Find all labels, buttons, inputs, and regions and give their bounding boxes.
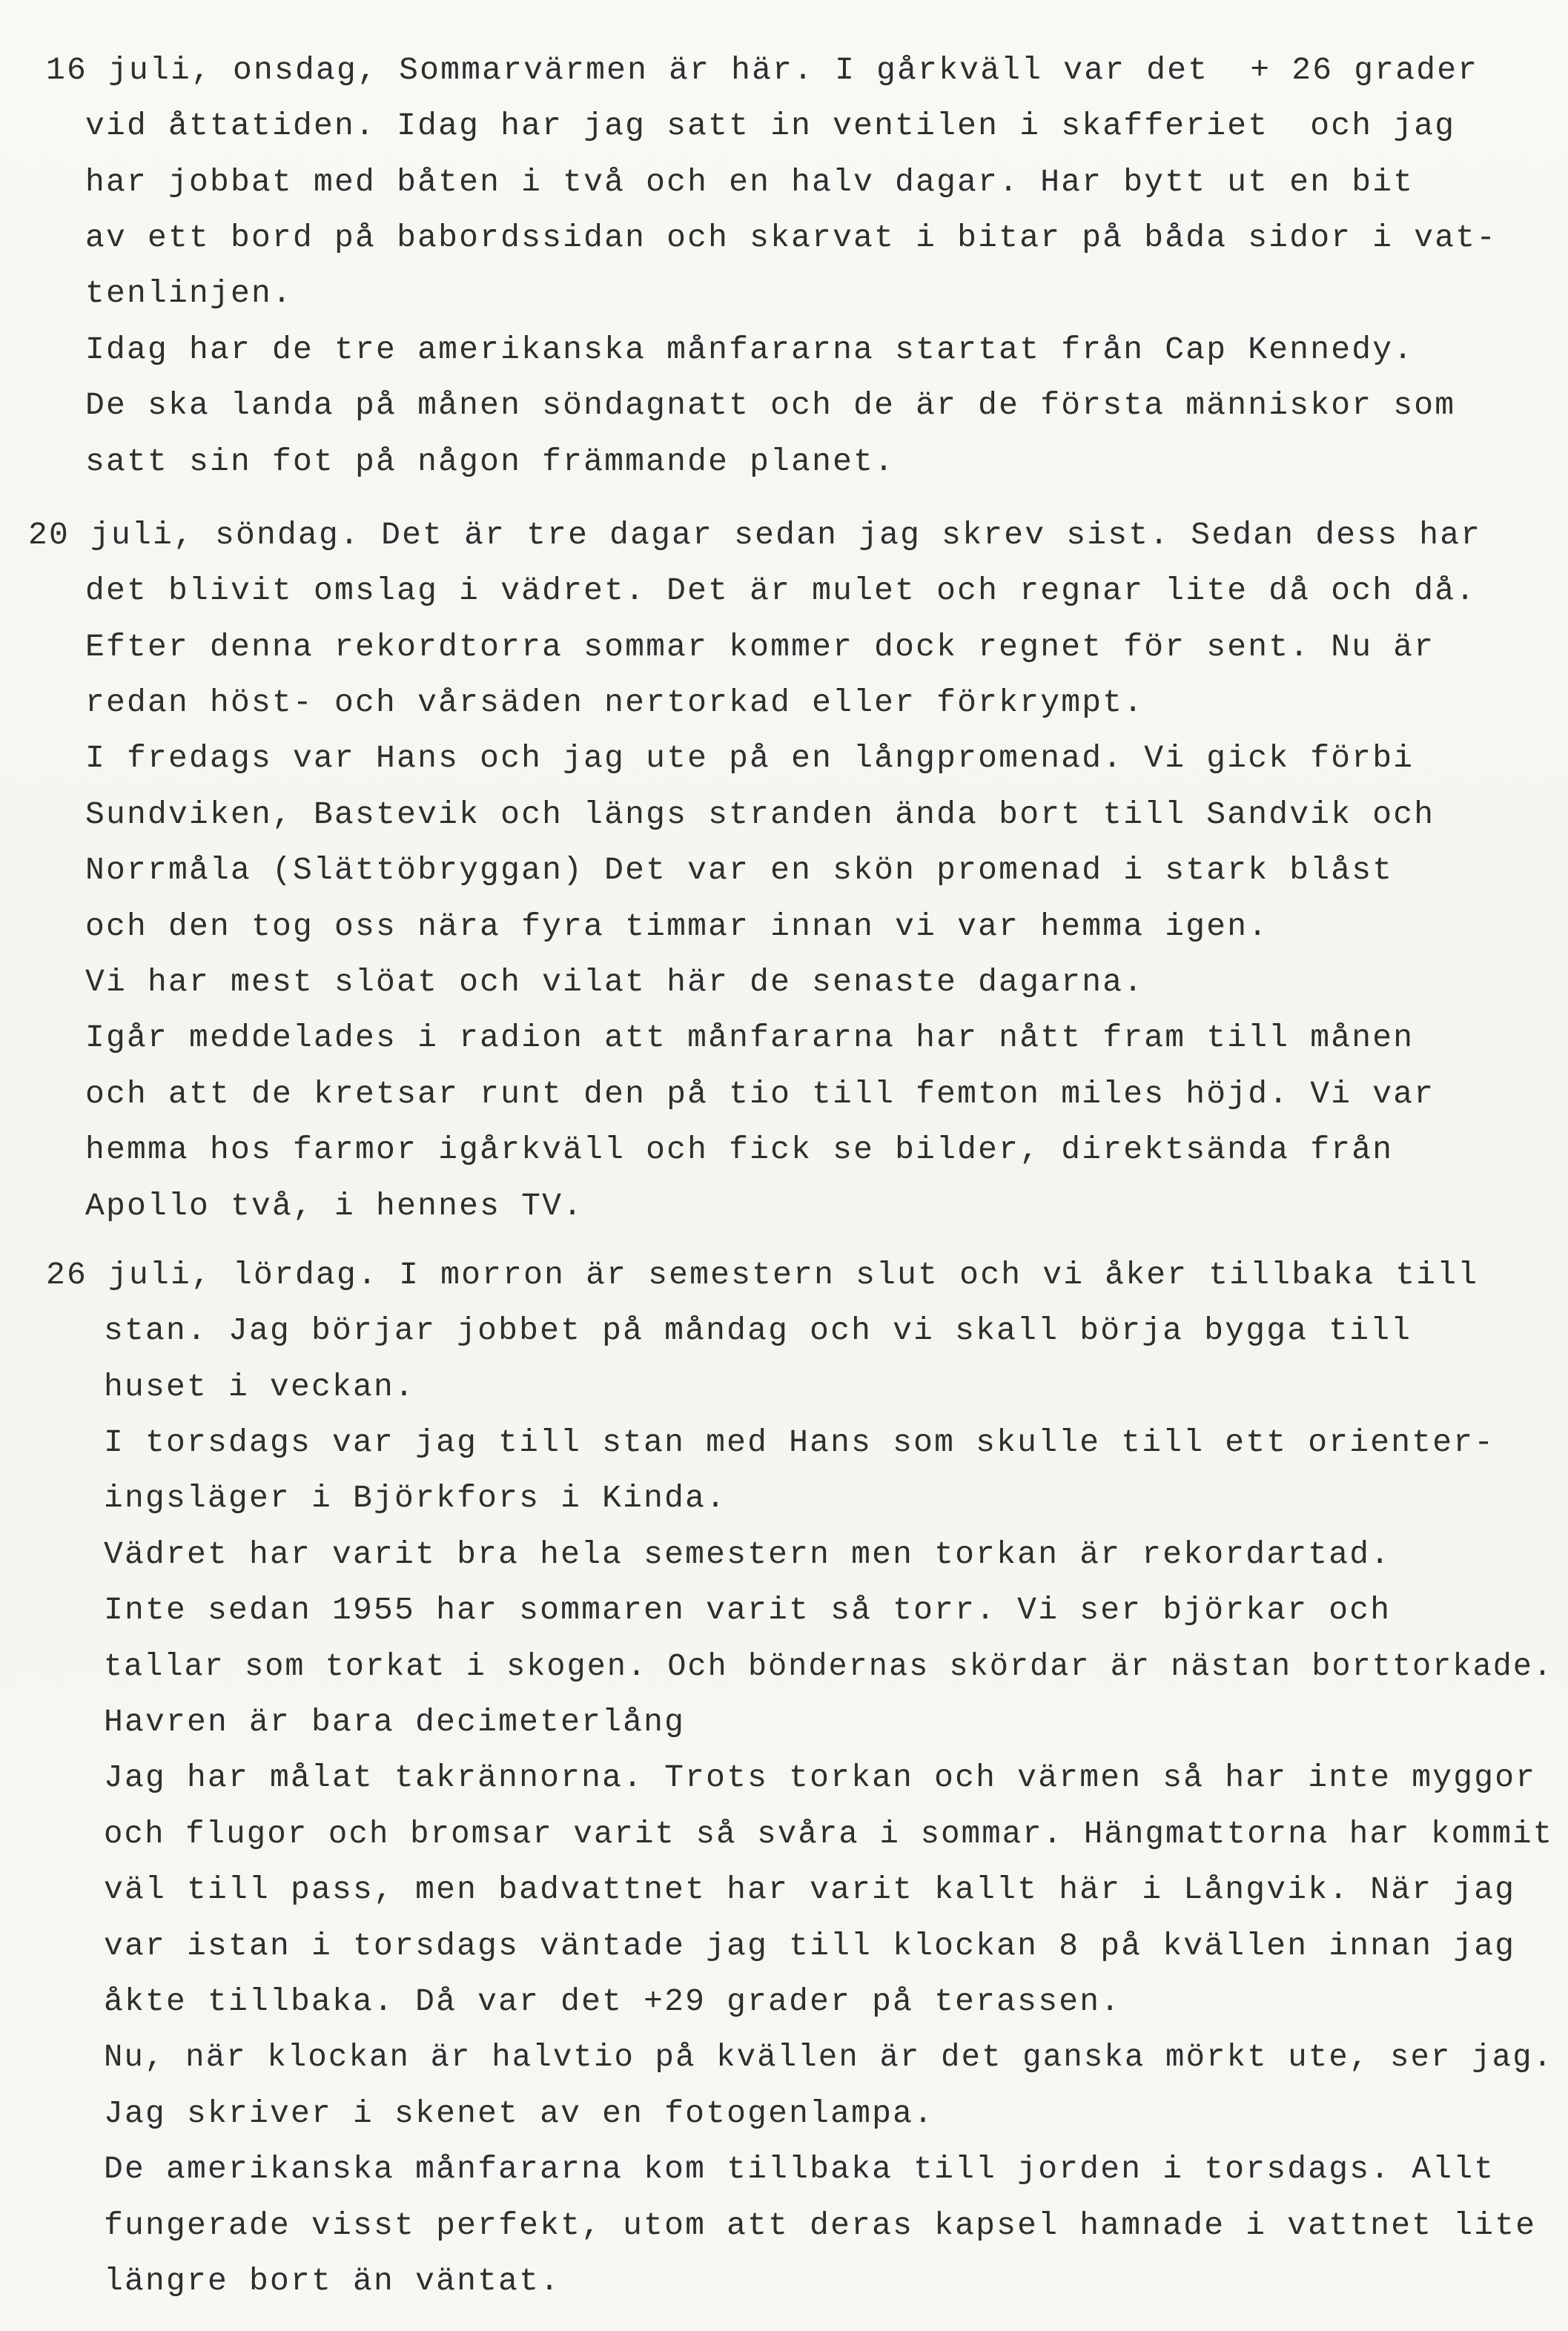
text-line: Idag har de tre amerikanska månfararna startat från Cap Kennedy. (85, 331, 1415, 368)
text-line: Nu, när klockan är halvtio på kvällen är det ganska mörkt ute, ser jag. (104, 2039, 1554, 2075)
text-line: I fredags var Hans och jag ute på en långpromenad. Vi gick förbi (85, 740, 1415, 776)
text-line: Jag har målat takrännorna. Trots torkan och värmen så har inte myggor (104, 1759, 1537, 1796)
text-line: längre bort än väntat. (104, 2263, 561, 2299)
text-line: De amerikanska månfararna kom tillbaka till jorden i torsdags. Allt (104, 2151, 1495, 2187)
text-line: 20 juli, söndag. Det är tre dagar sedan jag skrev sist. Sedan dess har (28, 517, 1482, 553)
text-line: stan. Jag börjar jobbet på måndag och vi skall börja bygga till (104, 1312, 1412, 1349)
text-line: satt sin fot på någon främmande planet. (85, 443, 896, 480)
text-line: hemma hos farmor igårkväll och fick se bilder, direktsända från (85, 1131, 1394, 1168)
text-line: De ska landa på månen söndagnatt och de är de första människor som (85, 387, 1456, 423)
text-line: Havren är bara decimeterlång (104, 1704, 686, 1740)
text-line: Vi har mest slöat och vilat här de senaste dagarna. (85, 964, 1145, 1000)
text-line: Norrmåla (Slättöbryggan) Det var en skön promenad i stark blåst (85, 852, 1394, 888)
text-line: tenlinjen. (85, 275, 294, 311)
text-line: och att de kretsar runt den på tio till femton miles höjd. Vi var (85, 1076, 1435, 1112)
text-line: Sundviken, Bastevik och längs stranden ända bort till Sandvik och (85, 796, 1435, 833)
text-line: Efter denna rekordtorra sommar kommer dock regnet för sent. Nu är (85, 629, 1435, 665)
text-line: Jag skriver i skenet av en fotogenlampa. (104, 2095, 935, 2132)
text-line: Igår meddelades i radion att månfararna har nått fram till månen (85, 1019, 1415, 1056)
text-line: har jobbat med båten i två och en halv dagar. Har bytt ut en bit (85, 164, 1415, 200)
text-line: åkte tillbaka. Då var det +29 grader på terassen. (104, 1983, 1122, 2020)
text-line: Vädret har varit bra hela semestern men torkan är rekordartad. (104, 1536, 1392, 1573)
text-line: av ett bord på babordssidan och skarvat i bitar på båda sidor i vat- (85, 219, 1498, 256)
text-line: fungerade visst perfekt, utom att deras kapsel hamnade i vattnet lite (104, 2207, 1537, 2244)
text-line: vid åttatiden. Idag har jag satt in ventilen i skafferiet och jag (85, 108, 1456, 144)
text-line: tallar som torkat i skogen. Och böndernas skördar är nästan borttorkade. (104, 1648, 1554, 1684)
text-line: väl till pass, men badvattnet har varit kallt här i Långvik. När jag (104, 1871, 1516, 1908)
text-line: det blivit omslag i vädret. Det är mulet och regnar lite då och då. (85, 572, 1477, 609)
text-line: 16 juli, onsdag, Sommarvärmen är här. I gårkväll var det + 26 grader (46, 52, 1479, 88)
text-line: I torsdags var jag till stan med Hans som skulle till ett orienter- (104, 1424, 1495, 1461)
text-line: Apollo två, i hennes TV. (85, 1188, 584, 1224)
text-line: 26 juli, lördag. I morron är semestern slut och vi åker tillbaka till (46, 1257, 1479, 1293)
text-line: redan höst- och vårsäden nertorkad eller förkrympt. (85, 684, 1145, 721)
text-line: och flugor och bromsar varit så svåra i sommar. Hängmattorna har kommit (104, 1816, 1554, 1852)
text-line: huset i veckan. (104, 1369, 416, 1405)
text-line: och den tog oss nära fyra timmar innan vi var hemma igen. (85, 908, 1269, 945)
text-line: var istan i torsdags väntade jag till klockan 8 på kvällen innan jag (104, 1928, 1516, 1964)
text-line: ingsläger i Björkfors i Kinda. (104, 1480, 727, 1516)
text-line: Inte sedan 1955 har sommaren varit så torr. Vi ser björkar och (104, 1592, 1392, 1628)
